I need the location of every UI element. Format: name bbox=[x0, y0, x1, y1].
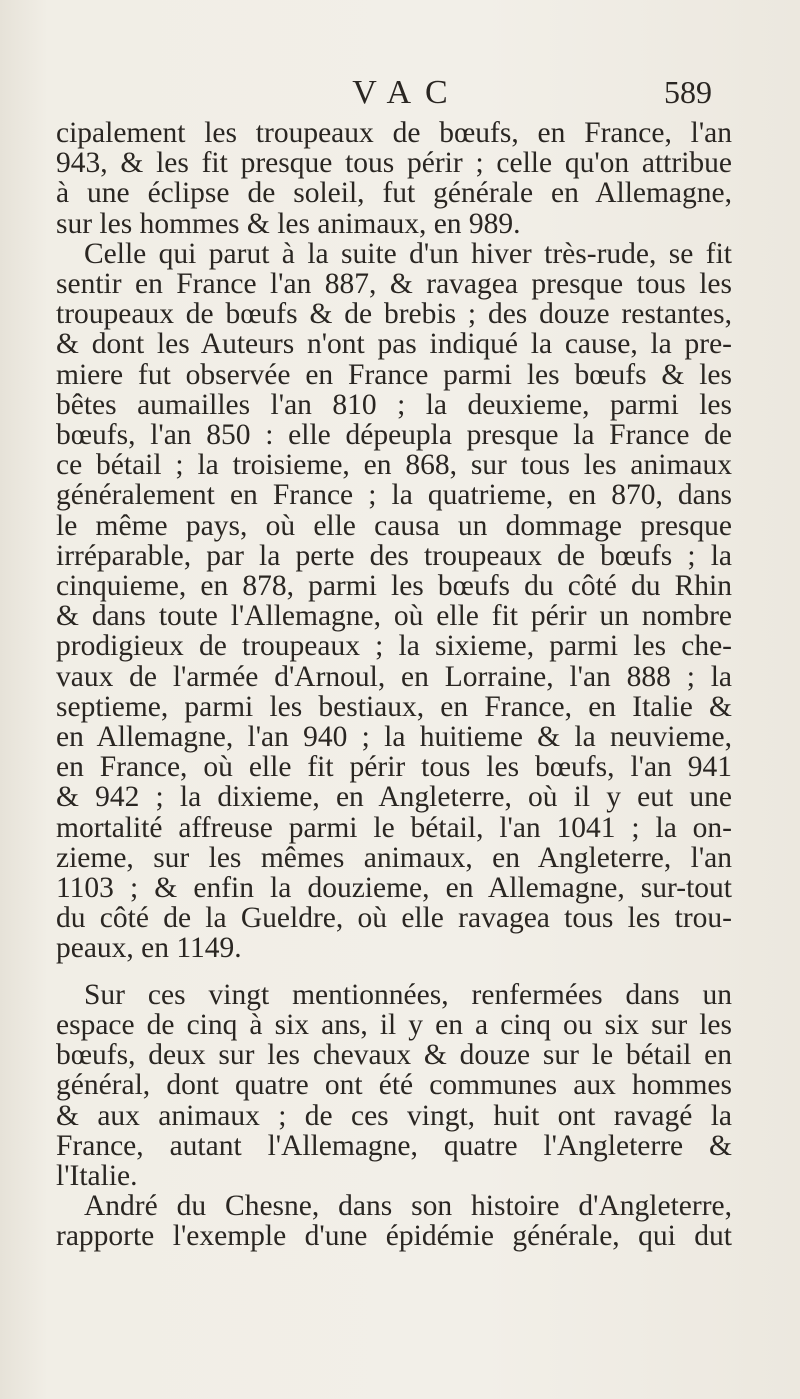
text-line: le même pays, où elle causa un dommage presque bbox=[56, 509, 732, 542]
text-line: rapporte l'exemple d'une épidémie générale, qui dut bbox=[56, 1220, 732, 1253]
text-line: 1103 ; & enfin la douzieme, en Allemagne, sur-tout bbox=[56, 872, 732, 905]
text-line: peaux, en 1149. bbox=[56, 932, 242, 965]
text-line: général, dont quatre ont été communes aux hommes bbox=[56, 1069, 732, 1102]
text-line: à une éclipse de soleil, fut générale en Allemagne, bbox=[56, 177, 732, 210]
text-line: France, autant l'Allemagne, quatre l'Angleterre & bbox=[56, 1129, 732, 1162]
text-line: & aux animaux ; de ces vingt, huit ont ravagé la bbox=[56, 1099, 732, 1132]
text-line: espace de cinq à six ans, il y en a cinq ou six sur les bbox=[56, 1008, 732, 1041]
text-line: cinquieme, en 878, parmi les bœufs du côté du Rhin bbox=[56, 570, 732, 603]
text-line: André du Chesne, dans son histoire d'Angleterre, bbox=[84, 1190, 732, 1223]
text-line: en France, où elle fit périr tous les bœufs, l'an 941 bbox=[56, 751, 732, 784]
text-line: bœufs, deux sur les chevaux & douze sur le bétail en bbox=[56, 1039, 732, 1072]
text-line: & dans toute l'Allemagne, où elle fit périr un nombre bbox=[56, 600, 732, 633]
text-line: mortalité affreuse parmi le bétail, l'an 1041 ; la on- bbox=[56, 811, 732, 844]
text-line: vaux de l'armée d'Arnoul, en Lorraine, l'an 888 ; la bbox=[56, 660, 732, 693]
text-line: 943, & les fit presque tous périr ; celle qu'on attribue bbox=[56, 147, 732, 180]
running-head: VAC bbox=[352, 74, 462, 111]
text-line: ce bétail ; la troisieme, en 868, sur tous les animaux bbox=[56, 449, 732, 482]
text-line: l'Italie. bbox=[56, 1159, 138, 1192]
text-line: du côté de la Gueldre, où elle ravagea tous les trou- bbox=[56, 902, 732, 935]
page-header bbox=[0, 74, 800, 114]
text-line: zieme, sur les mêmes animaux, en Angleterre, l'an bbox=[56, 841, 732, 874]
text-line: & dont les Auteurs n'ont pas indiqué la cause, la pre- bbox=[56, 328, 732, 361]
paragraph-gap bbox=[56, 964, 732, 980]
text-line: miere fut observée en France parmi les bœufs & les bbox=[56, 358, 732, 391]
text-line: bœufs, l'an 850 : elle dépeupla presque la France de bbox=[56, 419, 732, 452]
text-line: & 942 ; la dixieme, en Angleterre, où il y eut une bbox=[56, 781, 732, 814]
text-line: septieme, parmi les bestiaux, en France, en Italie & bbox=[56, 690, 732, 723]
text-line: irréparable, par la perte des troupeaux de bœufs ; la bbox=[56, 539, 732, 572]
text-line: généralement en France ; la quatrieme, en 870, dans bbox=[56, 479, 732, 512]
page-number: 589 bbox=[664, 74, 712, 110]
text-line: prodigieux de troupeaux ; la sixieme, parmi les che- bbox=[56, 630, 732, 663]
body-text bbox=[56, 118, 732, 1252]
text-line: sur les hommes & les animaux, en 989. bbox=[56, 207, 521, 240]
text-line: troupeaux de bœufs & de brebis ; des douze restantes, bbox=[56, 298, 732, 331]
text-line: en Allemagne, l'an 940 ; la huitieme & la neuvieme, bbox=[56, 721, 732, 754]
text-line: Celle qui parut à la suite d'un hiver très-rude, se fit bbox=[84, 237, 732, 270]
text-line: sentir en France l'an 887, & ravagea presque tous les bbox=[56, 268, 732, 301]
text-line: bêtes aumailles l'an 810 ; la deuxieme, parmi les bbox=[56, 388, 732, 421]
text-line: Sur ces vingt mentionnées, renfermées dans un bbox=[84, 978, 732, 1011]
text-line: cipalement les troupeaux de bœufs, en France, l'an bbox=[56, 117, 732, 149]
